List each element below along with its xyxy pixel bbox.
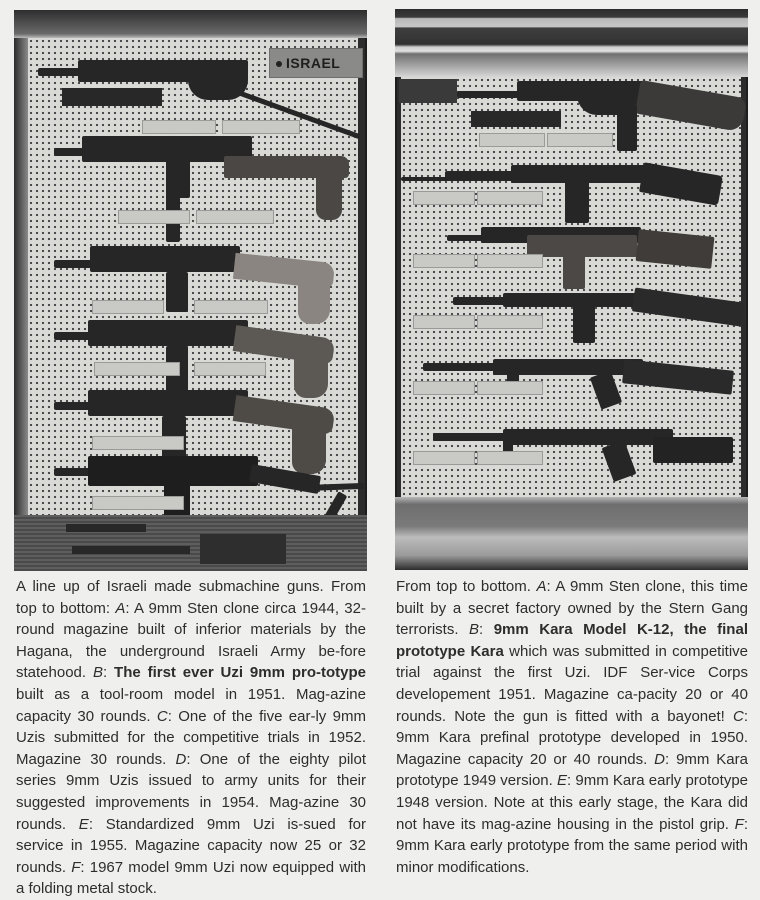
item-c-description: One of the five ear-ly 9mm Uzis submitted for the competitive trials in 1952. Magazine 30 rounds. (16, 707, 366, 768)
caption-right (396, 576, 748, 878)
item-a-description: A 9mm Sten clone circa 1944, 32-round magazine built of inferior materials by the Hagana, the underground Israeli Army be-fore statehood. (16, 599, 366, 682)
item-d-description: One of the eighty pilot series 9mm Uzis issued to army units for their suggested improvements in 1954. Mag-azine 30 rounds. (16, 750, 366, 833)
display-case-side (14, 38, 28, 528)
item-letter: C (732, 707, 744, 725)
separator: : (125, 599, 134, 617)
separator: : (186, 750, 200, 768)
item-b-description: which was submitted in competitive trial against the first Uzi. IDF Ser-vice Corps developement 1951. Magazine ca-pacity 20 or 40 rounds. Note the gun is fitted with a bayonet! (396, 642, 749, 725)
item-letter: B (92, 664, 103, 682)
item-b-highlight: 9mm Kara Model K-12, the final prototype Kara (396, 621, 748, 660)
item-b-highlight: The first ever Uzi 9mm pro-totype (114, 664, 366, 682)
item-letter: C (156, 707, 168, 725)
item-f-description: 9mm Kara early prototype from the same period with minor modifications. (396, 837, 748, 876)
display-case-floor (395, 497, 748, 570)
item-letter: A (115, 599, 126, 617)
separator: : (567, 772, 576, 790)
item-c-description: 9mm Kara prefinal prototype developed in 1950. Magazine capacity 20 or 40 rounds. (396, 729, 748, 768)
item-letter: D (175, 750, 187, 768)
item-a-description: A 9mm Sten clone, this time built by a secret factory owned by the Stern Gang terrorists. (396, 578, 748, 639)
caption-intro: A line up of Israeli made submachine guns. From top to bottom: (16, 578, 366, 617)
israel-sign-text: ISRAEL (286, 55, 341, 71)
photo-kara-submachine-guns (395, 9, 748, 570)
display-case-top (14, 10, 367, 38)
item-letter: A (536, 578, 547, 595)
item-letter: F (734, 815, 744, 833)
item-e-description: Standardized 9mm Uzi is-sued for service in 1955. Magazine capacity now 25 or 32 rounds. (16, 815, 366, 876)
separator: : (479, 621, 494, 639)
separator: : (88, 815, 106, 833)
caption-left (16, 576, 366, 900)
separator: : (546, 578, 556, 595)
separator: : (80, 858, 90, 876)
spare-magazine-display (200, 534, 286, 564)
caption-intro: From top to bottom. (396, 578, 537, 595)
separator: : (167, 707, 179, 725)
separator: : (743, 707, 748, 725)
item-b-description: built as a tool-room model in 1951. Mag-azine capacity 30 rounds. (16, 685, 366, 725)
item-d-description: 9mm Kara prototype 1949 version. (396, 750, 748, 790)
item-e-description: 9mm Kara early prototype 1948 version. Note at this early stage, the Kara did not have its mag-azine housing in the pistol grip. (396, 772, 749, 833)
item-letter: F (71, 858, 81, 876)
photo-israeli-submachine-guns (14, 10, 367, 571)
placard-dark (399, 79, 457, 103)
bayonet-display (72, 546, 190, 554)
gun-b-first-uzi-prototype (54, 128, 354, 248)
bayonet-display (66, 524, 146, 532)
item-f-description: 1967 model 9mm Uzi now equipped with a folding metal stock. (16, 858, 366, 898)
item-letter: D (654, 750, 666, 768)
separator: : (665, 750, 677, 768)
separator: : (743, 815, 748, 833)
item-letter: B (469, 621, 480, 639)
display-case-top (395, 9, 748, 77)
item-letter: E (78, 815, 89, 833)
separator: : (102, 664, 115, 682)
item-letter: E (557, 772, 568, 790)
